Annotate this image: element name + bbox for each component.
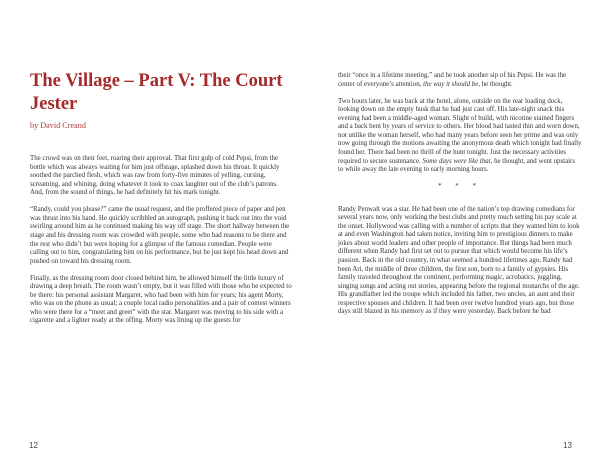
byline: by David Creand [30,121,86,130]
paragraph [338,98,582,175]
italic-text: Some days were like that [422,157,491,165]
paragraph: Finally, as the dressing room door closed behind him, he allowed himself the little luxury of drawing a deep breath. The room wasn’t empty, but it was filled with those who he expected to be there: his personal assistant Margaret, who had been with him for years; his agent Morty, who was on the phone as usual; a couple local radio personalities and a pair of contest winners who were there for a “meet and greet” with the star. Margaret was moving to his side with a cigarette and a lighter ready at the offing. Morty was lining up the guests for [30,274,292,325]
page-number-right: 13 [563,441,572,450]
text-run: , he thought, and went upstairs to while away the late evening to early morning hours. [338,157,576,174]
paragraph: The crowd was on their feet, roaring their approval. That first gulp of cold Pepsi, from the bottle which was always waiting for him just offstage, splashed down his throat. It quickly soothed the parched flesh, which was raw from forty-five minutes of yelling, cursing, screaming, and whining, doing whatever it took to coax laughter out of the club’s patrons. And, from the sound of things, he had definitely hit his mark tonight. [30,155,280,197]
text-run: , he thought. [478,80,513,88]
paragraph: Randy Penwalt was a star. He had been one of the nation’s top drawing comedians for several years now, only working the best clubs and pretty much setting his pay scale at the onset. Hollywood was calling with a number of scripts that they wanted him to look at and even Washington had taken notice, inviting him to prestigious dinners to make jokes about world leaders and other people of importance. But things had been much different when Randy had first set out to pursue that which would become his life’s passion. Back in the old country, in what seemed a hundred lifetimes ago, Randy had been Ari, the middle of three children, the first son, born to a family of gypsies. His family traveled throughout the continent, performing magic, acrobatics, juggling, singing songs and acting out stories, appearing before the regional monarchs of the age. His grandfather led the troupe which included his father, two uncles, an aunt and their respective spouses and children. It had been over twelve hundred years ago, but those days still blazed in his memory as if they were yesterday. Back before he had [338,205,580,316]
article-title: The Village – Part V: The Court Jester [30,71,283,114]
left-body [30,155,292,326]
paragraph: “Randy, could you please?” came the usual request, and the proffered piece of paper and pen was thrust into his hand. He quickly scribbled an autograph, pushing it back out into the void swirling around him as he continued making his way off stage. The short hallway between the stage and his dressing room was crowded with people, some who had reasons to be there and the rest who didn’t but were hoping for a glimpse of the famous comedian. People were calling out to him, congratulating him on his performance, but he just kept his head down and pushed on toward his dressing room. [30,206,290,265]
right-body [338,72,582,317]
italic-text: the way it should be [423,80,479,88]
page-number-left: 12 [29,441,38,450]
section-separator: * * * [438,183,482,191]
text-run: their “once in a lifetime meeting,” and he took another sip of his Pepsi. He was the center of everyone’s attention, [338,72,567,88]
paragraph [338,72,582,89]
text-run: Two hours later, he was back at the hotel, alone, outside on the rear loading dock, looking down on the empty husk that he had just cast off. His late-night snack this evening had been a middle-aged woman. Slight of build, with nicotine stained fingers and a back bent by years of service to others. Her blood had tasted thin and worn down, not unlike the woman herself, who had many years before seen her prime and was only now going through the motions awaiting the anonymous death which tonight had finally found her. There had been no thrill of the hunt tonight. Just the necessary activities required to secure sustenance. [338,97,582,165]
